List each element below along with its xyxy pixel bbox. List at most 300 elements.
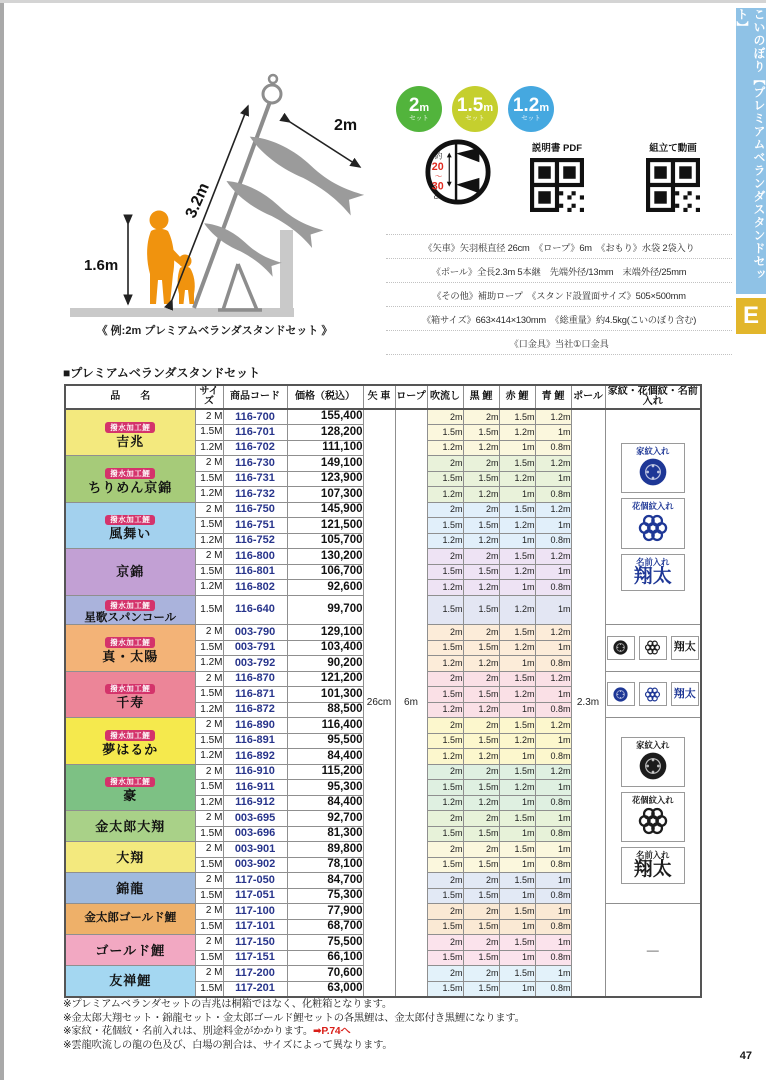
diagram-caption: 《 例:2m プレミアムベランダスタンドセット 》 bbox=[96, 325, 333, 337]
size-cell: 2 M bbox=[195, 842, 223, 858]
blue-carp-cell: 1m bbox=[535, 687, 571, 703]
streamer-cell: 2m bbox=[427, 625, 463, 641]
streamer-cell: 1.5m bbox=[427, 595, 463, 625]
product-code-cell: 116-911 bbox=[223, 780, 287, 796]
product-name: 錦龍 bbox=[116, 880, 145, 896]
black-carp-cell: 2m bbox=[463, 904, 499, 920]
size-cell: 1.5M bbox=[195, 425, 223, 441]
product-name: 金太郎大翔 bbox=[95, 818, 166, 834]
price-cell: 75,500 bbox=[287, 935, 363, 951]
col-header-9: 赤 鯉 bbox=[499, 385, 535, 409]
price-cell: 81,300 bbox=[287, 826, 363, 842]
blue-carp-cell: 1.2m bbox=[535, 671, 571, 687]
streamer-cell: 2m bbox=[427, 935, 463, 951]
size-cell: 2 M bbox=[195, 625, 223, 641]
price-cell: 68,700 bbox=[287, 919, 363, 935]
red-carp-cell: 1.2m bbox=[499, 595, 535, 625]
setup-diagram bbox=[42, 68, 387, 336]
kamon-option-cell bbox=[605, 625, 701, 672]
blue-carp-cell: 1m bbox=[535, 904, 571, 920]
kamon-minibox-crest bbox=[607, 682, 635, 706]
person-silhouettes bbox=[147, 211, 195, 305]
product-name-cell bbox=[65, 409, 195, 456]
red-carp-cell: 1m bbox=[499, 826, 535, 842]
flower-crest-icon bbox=[637, 512, 669, 544]
blue-carp-cell: 0.8m bbox=[535, 981, 571, 997]
size-cell: 2 M bbox=[195, 904, 223, 920]
black-carp-cell: 2m bbox=[463, 935, 499, 951]
streamer-cell: 1.2m bbox=[427, 795, 463, 811]
footnote-text: ※金太郎大翔セット・錦龍セット・金太郎ゴールド鯉セットの各黒鯉は、金太郎付き黒鯉になります。 bbox=[63, 1012, 525, 1024]
streamer-cell: 1.5m bbox=[427, 564, 463, 580]
spec-line-3: 《その他》補助ロープ 《スタンド設置面サイズ》505×500mm bbox=[386, 283, 732, 307]
price-cell: 145,900 bbox=[287, 502, 363, 518]
sidebar-index-letter: E bbox=[736, 298, 766, 334]
price-cell: 63,000 bbox=[287, 981, 363, 997]
water-repellent-badge: 撥水加工鯉 bbox=[105, 468, 155, 479]
kamon-card-flower bbox=[621, 498, 685, 548]
footnotes bbox=[63, 998, 525, 1052]
price-cell: 84,400 bbox=[287, 749, 363, 765]
size-cell: 1.2M bbox=[195, 533, 223, 549]
svg-text:〜: 〜 bbox=[434, 171, 443, 181]
sidebar-category-label: こいのぼり【プレミアムベランダスタンドセット】 bbox=[735, 8, 766, 281]
product-name: 風舞い bbox=[109, 526, 152, 542]
streamer-cell: 1.5m bbox=[427, 425, 463, 441]
product-code-cell: 116-801 bbox=[223, 564, 287, 580]
price-cell: 107,300 bbox=[287, 487, 363, 503]
page-number: 47 bbox=[739, 1050, 752, 1062]
family-crest-icon bbox=[637, 750, 669, 782]
size-badge-1.2m: 1.2m セット bbox=[508, 86, 554, 132]
product-code-cell: 117-151 bbox=[223, 950, 287, 966]
kamon-minibox-name bbox=[671, 636, 699, 660]
price-cell: 78,100 bbox=[287, 857, 363, 873]
blue-carp-cell: 1m bbox=[535, 733, 571, 749]
col-header-7: 吹流し bbox=[427, 385, 463, 409]
red-carp-cell: 1.5m bbox=[499, 671, 535, 687]
product-name-cell bbox=[65, 549, 195, 596]
blue-carp-cell: 0.8m bbox=[535, 857, 571, 873]
product-code-cell: 116-800 bbox=[223, 549, 287, 565]
blue-carp-cell: 1m bbox=[535, 564, 571, 580]
col-header-12: 家紋・花個紋・名前入れ bbox=[605, 385, 701, 409]
product-name: 京錦 bbox=[116, 564, 145, 580]
streamer-cell: 2m bbox=[427, 764, 463, 780]
price-cell: 84,700 bbox=[287, 873, 363, 889]
product-code-cell: 117-150 bbox=[223, 935, 287, 951]
stand-legs bbox=[218, 264, 262, 310]
sidebar-category-tab bbox=[736, 8, 766, 294]
black-carp-cell: 2m bbox=[463, 718, 499, 734]
blue-carp-cell: 1.2m bbox=[535, 409, 571, 425]
size-cell: 1.2M bbox=[195, 749, 223, 765]
red-carp-cell: 1.5m bbox=[499, 935, 535, 951]
product-name: 千寿 bbox=[116, 695, 145, 711]
page-edge-top bbox=[0, 0, 766, 3]
red-carp-cell: 1.2m bbox=[499, 425, 535, 441]
product-code-cell: 116-752 bbox=[223, 533, 287, 549]
water-repellent-badge: 撥水加工鯉 bbox=[105, 515, 155, 526]
red-carp-cell: 1m bbox=[499, 919, 535, 935]
black-carp-cell: 1.5m bbox=[463, 564, 499, 580]
kamon-stack bbox=[606, 439, 701, 595]
product-code-cell: 116-732 bbox=[223, 487, 287, 503]
blue-carp-cell: 1m bbox=[535, 780, 571, 796]
family-crest-icon bbox=[637, 456, 669, 488]
product-code-cell: 117-050 bbox=[223, 873, 287, 889]
product-name: 吉兆 bbox=[116, 433, 145, 449]
price-cell: 116,400 bbox=[287, 718, 363, 734]
product-code-cell: 117-051 bbox=[223, 888, 287, 904]
product-name: 友禅鯉 bbox=[109, 973, 152, 989]
red-carp-cell: 1m bbox=[499, 533, 535, 549]
black-carp-cell: 1.5m bbox=[463, 919, 499, 935]
col-header-8: 黒 鯉 bbox=[463, 385, 499, 409]
black-carp-cell: 2m bbox=[463, 764, 499, 780]
red-carp-cell: 1.2m bbox=[499, 780, 535, 796]
price-cell: 70,600 bbox=[287, 966, 363, 982]
streamer-cell: 1.5m bbox=[427, 780, 463, 796]
product-code-cell: 003-695 bbox=[223, 811, 287, 827]
balcony-wall bbox=[280, 230, 293, 317]
blue-carp-cell: 0.8m bbox=[535, 888, 571, 904]
size-cell: 1.5M bbox=[195, 640, 223, 656]
size-cell: 2 M bbox=[195, 549, 223, 565]
kamon-card-family bbox=[621, 443, 685, 493]
red-carp-cell: 1.2m bbox=[499, 471, 535, 487]
price-cell: 106,700 bbox=[287, 564, 363, 580]
spec-line-1: 《矢車》矢羽根直径 26cm 《ロープ》6m 《おもり》水袋 2袋入り bbox=[386, 234, 732, 259]
blue-carp-cell: 1m bbox=[535, 425, 571, 441]
footnote-4 bbox=[63, 1039, 525, 1053]
carp-length-label: 2m bbox=[334, 117, 358, 134]
spec-line-4: 《箱サイズ》663×414×130mm 《総重量》約4.5kg(こいのぼり含む) bbox=[386, 307, 732, 331]
product-name-cell bbox=[65, 966, 195, 997]
size-cell: 2 M bbox=[195, 671, 223, 687]
size-cell: 2 M bbox=[195, 409, 223, 425]
rope-cell: 6m bbox=[395, 409, 427, 997]
blue-carp-cell: 0.8m bbox=[535, 702, 571, 718]
size-cell: 1.5M bbox=[195, 857, 223, 873]
price-cell: 66,100 bbox=[287, 950, 363, 966]
sample-name: 翔太 bbox=[673, 641, 696, 654]
product-name-cell bbox=[65, 671, 195, 718]
product-code-cell: 117-100 bbox=[223, 904, 287, 920]
red-carp-cell: 1.5m bbox=[499, 718, 535, 734]
price-cell: 128,200 bbox=[287, 425, 363, 441]
streamer-cell: 2m bbox=[427, 502, 463, 518]
streamer-cell: 1.2m bbox=[427, 580, 463, 596]
price-cell: 77,900 bbox=[287, 904, 363, 920]
size-cell: 2 M bbox=[195, 456, 223, 472]
size-cell: 1.5M bbox=[195, 471, 223, 487]
no-option-dash: — bbox=[646, 942, 659, 957]
size-cell: 1.5M bbox=[195, 919, 223, 935]
qr-manual-pdf bbox=[512, 140, 602, 217]
streamer-cell: 1.5m bbox=[427, 471, 463, 487]
size-cell: 2 M bbox=[195, 873, 223, 889]
size-cell: 2 M bbox=[195, 502, 223, 518]
spec-list bbox=[386, 234, 732, 355]
product-code-cell: 116-702 bbox=[223, 440, 287, 456]
kamon-card-name bbox=[621, 554, 685, 591]
pole-length-label: 3.2m bbox=[182, 180, 213, 221]
blue-carp-cell: 0.8m bbox=[535, 440, 571, 456]
red-carp-cell: 1.5m bbox=[499, 625, 535, 641]
black-carp-cell: 2m bbox=[463, 842, 499, 858]
streamer-cell: 1.5m bbox=[427, 640, 463, 656]
col-header-3: 商品コード bbox=[223, 385, 287, 409]
col-header-5: 矢 車 bbox=[363, 385, 395, 409]
red-carp-cell: 1.2m bbox=[499, 733, 535, 749]
red-carp-cell: 1.5m bbox=[499, 873, 535, 889]
blue-carp-cell: 1.2m bbox=[535, 764, 571, 780]
water-repellent-badge: 撥水加工鯉 bbox=[105, 684, 155, 695]
red-carp-cell: 1.5m bbox=[499, 966, 535, 982]
red-carp-cell: 1.5m bbox=[499, 456, 535, 472]
blue-carp-cell: 0.8m bbox=[535, 950, 571, 966]
streamer-cell: 1.5m bbox=[427, 826, 463, 842]
black-carp-cell: 2m bbox=[463, 549, 499, 565]
size-badge-1.5m: 1.5m セット bbox=[452, 86, 498, 132]
red-carp-cell: 1m bbox=[499, 950, 535, 966]
blue-carp-cell: 1m bbox=[535, 640, 571, 656]
footnote-3 bbox=[63, 1025, 525, 1039]
qr-assembly-video bbox=[628, 140, 718, 217]
sample-name: 翔太 bbox=[633, 565, 672, 587]
red-carp-cell: 1m bbox=[499, 440, 535, 456]
kamon-inline bbox=[606, 682, 701, 706]
kamon-card-label: 花個紋入れ bbox=[632, 794, 674, 805]
footnote-text: ※雲龍吹流しの龍の色及び、白場の割合は、サイズによって異なります。 bbox=[63, 1039, 393, 1051]
sample-name: 翔太 bbox=[673, 687, 696, 700]
price-cell: 101,300 bbox=[287, 687, 363, 703]
blue-carp-cell: 0.8m bbox=[535, 919, 571, 935]
footnote-text: ※プレミアムベランダセットの吉兆は桐箱ではなく、化粧箱となります。 bbox=[63, 999, 392, 1010]
kamon-card-label: 花個紋入れ bbox=[632, 501, 674, 512]
red-carp-cell: 1.2m bbox=[499, 564, 535, 580]
product-code-cell: 003-791 bbox=[223, 640, 287, 656]
spec-line-5: 《口金具》当社①口金具 bbox=[386, 331, 732, 355]
size-cell: 1.5M bbox=[195, 595, 223, 625]
size-cell: 1.2M bbox=[195, 702, 223, 718]
size-cell: 1.5M bbox=[195, 564, 223, 580]
size-cell: 2 M bbox=[195, 764, 223, 780]
product-code-cell: 003-901 bbox=[223, 842, 287, 858]
water-repellent-badge: 撥水加工鯉 bbox=[105, 422, 155, 433]
blue-carp-cell: 1m bbox=[535, 471, 571, 487]
product-code-cell: 116-701 bbox=[223, 425, 287, 441]
kamon-minibox-crest bbox=[607, 636, 635, 660]
product-code-cell: 116-910 bbox=[223, 764, 287, 780]
red-carp-cell: 1m bbox=[499, 487, 535, 503]
red-carp-cell: 1m bbox=[499, 749, 535, 765]
red-carp-cell: 1m bbox=[499, 795, 535, 811]
kamon-minibox-flower bbox=[639, 636, 667, 660]
black-carp-cell: 1.2m bbox=[463, 533, 499, 549]
size-cell: 1.5M bbox=[195, 518, 223, 534]
qr-code-icon bbox=[530, 158, 584, 212]
red-carp-cell: 1.5m bbox=[499, 842, 535, 858]
streamer-cell: 2m bbox=[427, 409, 463, 425]
size-cell: 1.5M bbox=[195, 950, 223, 966]
price-cell: 105,700 bbox=[287, 533, 363, 549]
product-name: 夢はるか bbox=[102, 741, 159, 757]
blue-carp-cell: 1m bbox=[535, 935, 571, 951]
water-repellent-badge: 撥水加工鯉 bbox=[105, 637, 155, 648]
qr-video-label: 組立て動画 bbox=[649, 143, 697, 154]
page-edge-left bbox=[0, 0, 4, 1080]
streamer-cell: 2m bbox=[427, 842, 463, 858]
red-carp-cell: 1.5m bbox=[499, 409, 535, 425]
product-code-cell: 116-912 bbox=[223, 795, 287, 811]
red-carp-cell: 1m bbox=[499, 888, 535, 904]
black-carp-cell: 1.5m bbox=[463, 733, 499, 749]
kamon-minibox-name bbox=[671, 682, 699, 706]
size-cell: 1.5M bbox=[195, 888, 223, 904]
streamer-cell: 1.5m bbox=[427, 733, 463, 749]
streamer-cell: 2m bbox=[427, 671, 463, 687]
red-carp-cell: 1m bbox=[499, 656, 535, 672]
kamon-card-name bbox=[621, 847, 685, 884]
kamon-minibox-flower bbox=[639, 682, 667, 706]
black-carp-cell: 2m bbox=[463, 502, 499, 518]
blue-carp-cell: 0.8m bbox=[535, 533, 571, 549]
table-row bbox=[65, 409, 701, 425]
price-cell: 121,500 bbox=[287, 518, 363, 534]
kamon-card-flower bbox=[621, 792, 685, 842]
product-code-cell: 116-891 bbox=[223, 733, 287, 749]
red-carp-cell: 1.2m bbox=[499, 687, 535, 703]
black-carp-cell: 1.5m bbox=[463, 595, 499, 625]
col-header-11: ポール bbox=[571, 385, 605, 409]
product-name: 金太郎ゴールド鯉 bbox=[84, 912, 177, 925]
qr-manual-label: 説明書 PDF bbox=[531, 143, 583, 154]
black-carp-cell: 1.2m bbox=[463, 795, 499, 811]
flower-crest-icon bbox=[644, 686, 661, 703]
size-cell: 1.2M bbox=[195, 487, 223, 503]
streamer-cell: 1.2m bbox=[427, 656, 463, 672]
black-carp-cell: 1.5m bbox=[463, 780, 499, 796]
family-crest-icon bbox=[612, 639, 629, 656]
product-code-cell: 116-892 bbox=[223, 749, 287, 765]
price-cell: 115,200 bbox=[287, 764, 363, 780]
price-cell: 99,700 bbox=[287, 595, 363, 625]
streamer-cell: 1.5m bbox=[427, 888, 463, 904]
blue-carp-cell: 1m bbox=[535, 966, 571, 982]
footnote-1 bbox=[63, 998, 525, 1012]
product-code-cell: 116-700 bbox=[223, 409, 287, 425]
spec-line-2: 《ポール》全長2.3m 5本継 先端外径/13mm 末端外径/25mm bbox=[386, 259, 732, 283]
price-cell: 95,500 bbox=[287, 733, 363, 749]
water-repellent-badge: 撥水加工鯉 bbox=[105, 730, 155, 741]
blue-carp-cell: 1m bbox=[535, 842, 571, 858]
kamon-card-label: 名前入れ bbox=[636, 556, 670, 567]
footnote-page-link: ➡P.74へ bbox=[312, 1026, 351, 1037]
product-code-cell: 003-902 bbox=[223, 857, 287, 873]
red-carp-cell: 1.5m bbox=[499, 811, 535, 827]
price-cell: 103,400 bbox=[287, 640, 363, 656]
price-cell: 111,100 bbox=[287, 440, 363, 456]
blue-carp-cell: 1m bbox=[535, 873, 571, 889]
water-repellent-badge: 撥水加工鯉 bbox=[105, 777, 155, 788]
price-cell: 155,400 bbox=[287, 409, 363, 425]
red-carp-cell: 1.5m bbox=[499, 764, 535, 780]
col-header-6: ロープ bbox=[395, 385, 427, 409]
kamon-option-cell bbox=[605, 671, 701, 718]
size-cell: 1.5M bbox=[195, 826, 223, 842]
black-carp-cell: 1.5m bbox=[463, 518, 499, 534]
clamp-spacing-icon bbox=[424, 138, 492, 206]
blue-carp-cell: 1m bbox=[535, 595, 571, 625]
product-name: 真・太陽 bbox=[102, 648, 159, 664]
black-carp-cell: 2m bbox=[463, 671, 499, 687]
svg-text:cm: cm bbox=[433, 194, 443, 202]
flower-crest-icon bbox=[644, 639, 661, 656]
product-code-cell: 117-201 bbox=[223, 981, 287, 997]
price-cell: 149,100 bbox=[287, 456, 363, 472]
black-carp-cell: 1.2m bbox=[463, 749, 499, 765]
family-crest-icon bbox=[612, 686, 629, 703]
kamon-option-cell bbox=[605, 409, 701, 625]
streamer-cell: 1.5m bbox=[427, 857, 463, 873]
product-code-cell: 117-101 bbox=[223, 919, 287, 935]
size-cell: 2 M bbox=[195, 718, 223, 734]
product-code-cell: 116-890 bbox=[223, 718, 287, 734]
price-cell: 92,600 bbox=[287, 580, 363, 596]
size-cell: 2 M bbox=[195, 935, 223, 951]
size-badges bbox=[396, 86, 554, 132]
person-height-label: 1.6m bbox=[84, 257, 119, 274]
footnote-text: ※家紋・花個紋・名前入れは、別途料金がかかります。 bbox=[63, 1026, 313, 1037]
price-cell: 75,300 bbox=[287, 888, 363, 904]
streamer-cell: 2m bbox=[427, 966, 463, 982]
size-cell: 1.5M bbox=[195, 687, 223, 703]
black-carp-cell: 1.2m bbox=[463, 440, 499, 456]
yaguruma-cell: 26cm bbox=[363, 409, 395, 997]
blue-carp-cell: 0.8m bbox=[535, 580, 571, 596]
blue-carp-cell: 1.2m bbox=[535, 549, 571, 565]
size-cell: 1.2M bbox=[195, 580, 223, 596]
product-table bbox=[64, 384, 702, 998]
table-body bbox=[65, 409, 701, 997]
col-header-2: サイズ bbox=[195, 385, 223, 409]
red-carp-cell: 1m bbox=[499, 981, 535, 997]
black-carp-cell: 1.2m bbox=[463, 656, 499, 672]
product-code-cell: 003-790 bbox=[223, 625, 287, 641]
blue-carp-cell: 0.8m bbox=[535, 656, 571, 672]
svg-text:約: 約 bbox=[434, 151, 443, 161]
black-carp-cell: 2m bbox=[463, 625, 499, 641]
streamer-cell: 2m bbox=[427, 811, 463, 827]
blue-carp-cell: 1m bbox=[535, 518, 571, 534]
table-header bbox=[65, 385, 701, 409]
red-carp-cell: 1.5m bbox=[499, 502, 535, 518]
product-code-cell: 116-872 bbox=[223, 702, 287, 718]
price-cell: 90,200 bbox=[287, 656, 363, 672]
streamer-cell: 2m bbox=[427, 456, 463, 472]
arrow-wheel-icon bbox=[263, 85, 281, 103]
price-cell: 92,700 bbox=[287, 811, 363, 827]
product-name: ちりめん京錦 bbox=[88, 479, 173, 495]
product-name-cell bbox=[65, 625, 195, 672]
blue-carp-cell: 1.2m bbox=[535, 456, 571, 472]
product-code-cell: 117-200 bbox=[223, 966, 287, 982]
kamon-option-cell bbox=[605, 718, 701, 904]
size-cell: 2 M bbox=[195, 966, 223, 982]
size-cell: 1.2M bbox=[195, 440, 223, 456]
